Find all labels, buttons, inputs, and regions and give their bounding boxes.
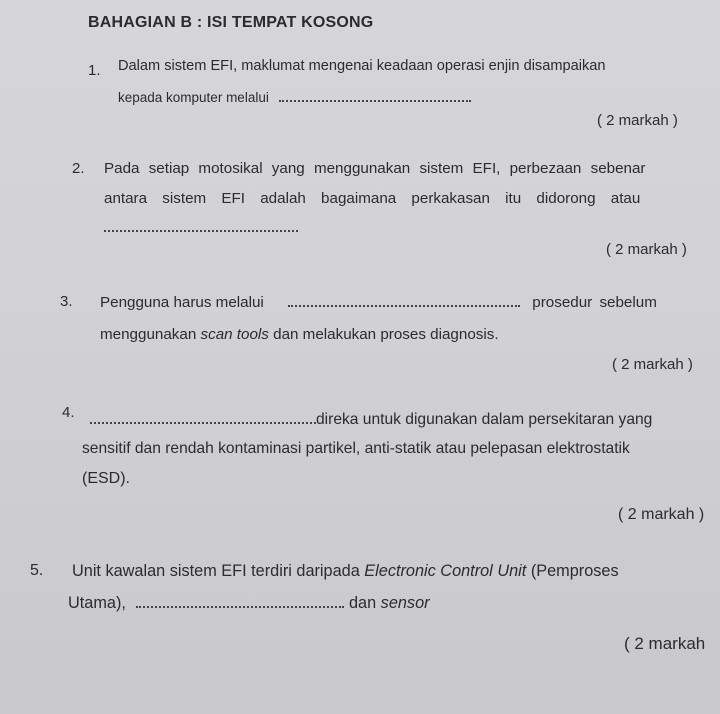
question-4-marks: ( 2 markah )	[618, 506, 705, 523]
question-3-line-2-b: dan melakukan proses diagnosis.	[273, 326, 499, 343]
question-2-blank-line[interactable]	[104, 218, 298, 237]
question-3-line-2	[100, 326, 499, 343]
question-5-line-1-em: Electronic Control Unit	[364, 562, 527, 580]
question-5-line-1	[72, 562, 619, 581]
question-5-line-1-a: Unit kawalan sistem EFI terdiri daripada	[72, 562, 360, 580]
question-3-marks: ( 2 markah )	[612, 356, 693, 373]
question-5-line-1-b: (Pemproses	[530, 562, 619, 580]
question-3-blank[interactable]	[288, 293, 520, 307]
question-3-line-2-em: scan tools	[200, 326, 269, 343]
question-4-number: 4.	[62, 404, 75, 421]
question-5-line-2	[68, 594, 430, 613]
question-5-line-2-em: sensor	[380, 594, 430, 612]
question-1-marks: ( 2 markah )	[597, 112, 678, 129]
question-2-marks: ( 2 markah )	[606, 241, 687, 258]
question-3-line-1	[100, 293, 657, 311]
question-2-blank[interactable]	[104, 218, 298, 232]
question-4-line-1	[90, 410, 652, 429]
question-3-number: 3.	[60, 293, 73, 310]
question-3-line-1-b: prosedur sebelum	[532, 294, 657, 311]
question-4-blank[interactable]	[90, 410, 316, 424]
question-5-blank[interactable]	[136, 594, 344, 608]
question-3-line-2-a: menggunakan	[100, 326, 197, 343]
question-3-line-1-a: Pengguna harus melalui	[100, 294, 264, 311]
question-4-line-1-text: direka untuk digunakan dalam persekitaran yang	[316, 411, 653, 428]
question-2-line-1: Pada setiap motosikal yang menggunakan sistem EFI, perbezaan sebenar	[104, 160, 646, 177]
question-2-number: 2.	[72, 160, 85, 177]
question-2-line-2: antara sistem EFI adalah bagaimana perkakasan itu didorong atau	[104, 190, 641, 207]
question-5-marks: ( 2 markah	[624, 634, 706, 653]
question-5-line-2-a: Utama),	[68, 594, 126, 612]
question-4-line-2: sensitif dan rendah kontaminasi partikel, anti-statik atau pelepasan elektrostatik	[82, 440, 630, 457]
question-1-line-2-text: kepada komputer melalui	[118, 90, 269, 105]
question-5-line-2-b: dan	[348, 594, 377, 612]
question-1-number: 1.	[88, 62, 101, 79]
section-title: BAHAGIAN B : ISI TEMPAT KOSONG	[88, 14, 374, 31]
question-1-line-2	[118, 88, 471, 105]
question-4-line-3: (ESD).	[82, 470, 130, 487]
question-5-number: 5.	[30, 562, 44, 579]
question-1-line-1: Dalam sistem EFI, maklumat mengenai keadaan operasi enjin disampaikan	[118, 58, 606, 74]
question-1-blank[interactable]	[279, 88, 471, 102]
